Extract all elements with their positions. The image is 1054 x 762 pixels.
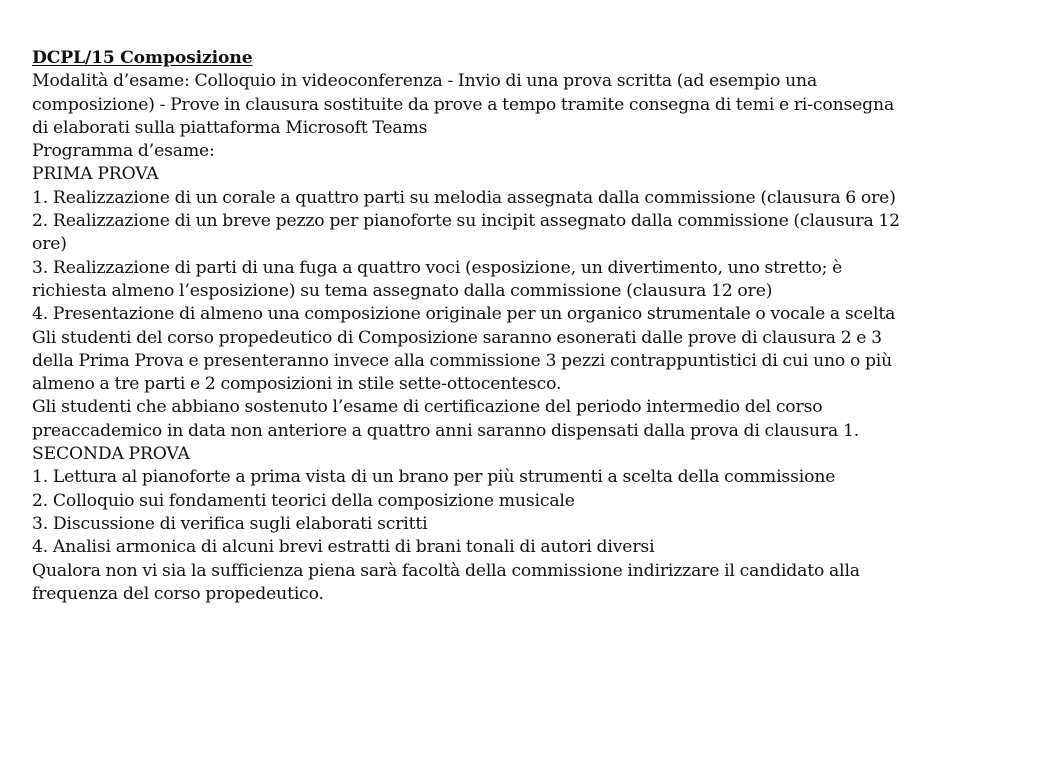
text-line: composizione) - Prove in clausura sostituite da prove a tempo tramite consegna di temi e ri-consegna <box>32 94 895 115</box>
section-heading-seconda-prova: SECONDA PROVA <box>32 444 190 465</box>
text-line: Gli studenti che abbiano sostenuto l’esame di certificazione del periodo intermedio del corso <box>32 397 823 418</box>
document-body <box>32 47 1032 606</box>
text-line: Programma d’esame: <box>32 141 215 162</box>
list-item: 1. Lettura al pianoforte a prima vista di un brano per più strumenti a scelta della commissione <box>32 467 836 488</box>
text-line: della Prima Prova e presenteranno invece alla commissione 3 pezzi contrappuntistici di cui uno o più <box>32 350 893 371</box>
list-item: 3. Realizzazione di parti di una fuga a quattro voci (esposizione, un divertimento, uno stretto; è <box>32 257 843 278</box>
document-title: DCPL/15 Composizione <box>32 48 253 68</box>
text-line: Modalità d’esame: Colloquio in videoconferenza - Invio di una prova scritta (ad esempio una <box>32 71 818 92</box>
list-item: 4. Analisi armonica di alcuni brevi estratti di brani tonali di autori diversi <box>32 537 655 558</box>
section-heading-prima-prova: PRIMA PROVA <box>32 164 159 185</box>
text-line: preaccademico in data non anteriore a quattro anni saranno dispensati dalla prova di clausura 1. <box>32 420 860 441</box>
text-line: di elaborati sulla piattaforma Microsoft Teams <box>32 117 428 138</box>
list-item-continuation: ore) <box>32 234 67 255</box>
list-item-continuation: richiesta almeno l’esposizione) su tema assegnato dalla commissione (clausura 12 ore) <box>32 280 773 301</box>
list-item: 2. Realizzazione di un breve pezzo per pianoforte su incipit assegnato dalla commissione (clausura 12 <box>32 211 900 232</box>
list-item: 3. Discussione di verifica sugli elaborati scritti <box>32 513 428 534</box>
list-item: 1. Realizzazione di un corale a quattro parti su melodia assegnata dalla commissione (clausura 6 ore) <box>32 187 896 208</box>
text-line: Gli studenti del corso propedeutico di Composizione saranno esonerati dalle prove di clausura 2 e 3 <box>32 327 882 348</box>
list-item: 4. Presentazione di almeno una composizione originale per un organico strumentale o vocale a scelta <box>32 304 896 325</box>
text-line: Qualora non vi sia la sufficienza piena sarà facoltà della commissione indirizzare il candidato alla <box>32 560 860 581</box>
list-item: 2. Colloquio sui fondamenti teorici della composizione musicale <box>32 490 575 511</box>
text-line: frequenza del corso propedeutico. <box>32 583 324 604</box>
text-line: almeno a tre parti e 2 composizioni in stile sette-ottocentesco. <box>32 374 562 395</box>
